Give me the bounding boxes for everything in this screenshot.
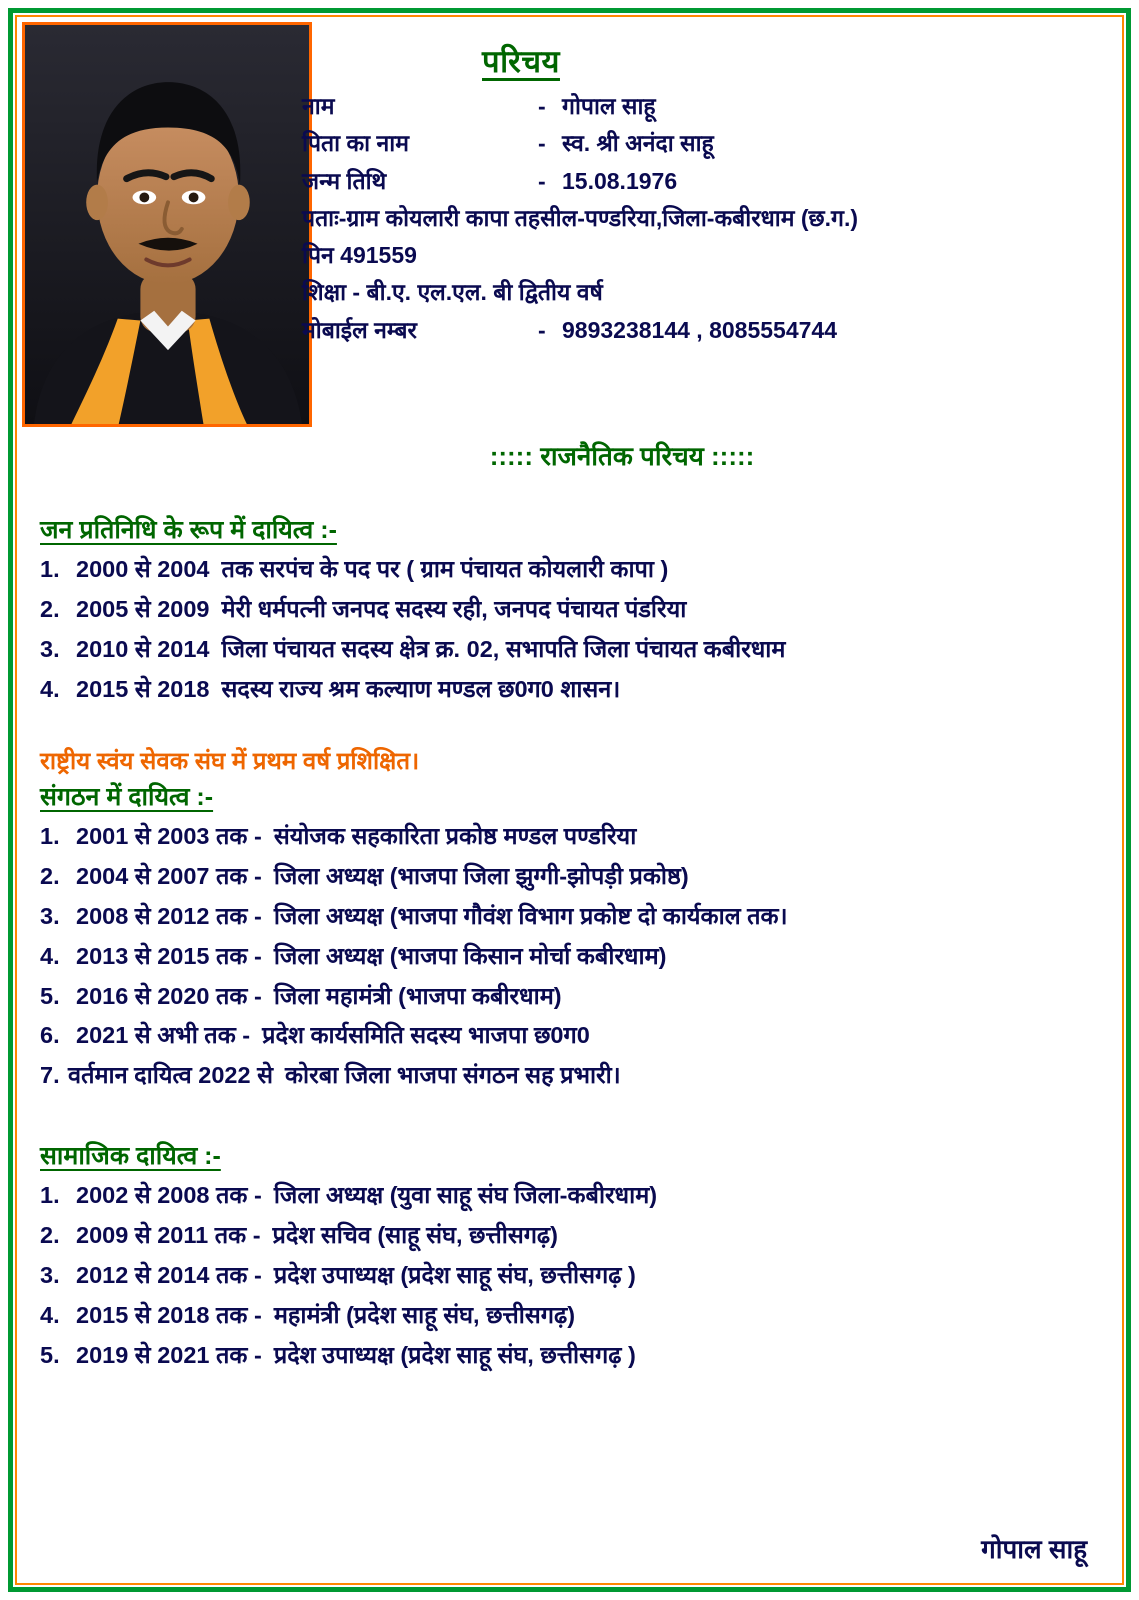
item-years: 2005 से 2009 — [76, 595, 210, 622]
item-number: 5. — [40, 1342, 60, 1369]
page-title: परिचय — [482, 44, 560, 79]
label-father-name: पिता का नाम — [302, 130, 409, 157]
item-number: 2. — [40, 862, 60, 889]
item-text: सदस्य राज्य श्रम कल्याण मण्डल छ0ग0 शासन। — [221, 675, 621, 702]
item-number: 3. — [40, 1262, 60, 1289]
item-number: 3. — [40, 635, 60, 662]
info-row-dob — [302, 163, 1117, 200]
list-item — [40, 1336, 1111, 1376]
list-item — [40, 897, 1111, 937]
item-years: 2016 से 2020 तक - — [76, 982, 262, 1009]
political-profile-heading: ::::: राजनैतिक परिचय ::::: — [489, 441, 755, 471]
section-public-representative — [40, 512, 1111, 710]
list-item — [40, 977, 1111, 1017]
list-item — [40, 630, 1111, 670]
item-text: संयोजक सहकारिता प्रकोष्ठ मण्डल पण्डरिया — [273, 822, 637, 849]
item-number: 1. — [40, 1182, 60, 1209]
item-years: 2010 से 2014 — [76, 635, 210, 662]
item-number: 4. — [40, 1302, 60, 1329]
section-heading-organisation: संगठन में दायित्व :- — [40, 782, 214, 811]
item-years: 2008 से 2012 तक - — [76, 902, 262, 929]
list-item — [40, 1176, 1111, 1216]
list-social — [40, 1176, 1111, 1376]
item-text: प्रदेश कार्यसमिति सदस्य भाजपा छ0ग0 — [262, 1022, 590, 1049]
item-number: 4. — [40, 675, 60, 702]
label-name: नाम — [302, 93, 335, 119]
dash-father-name: - — [538, 130, 546, 157]
item-text: जिला पंचायत सदस्य क्षेत्र क्र. 02, सभापति जिला पंचायत कबीरधाम — [221, 635, 786, 662]
value-name: गोपाल साहू — [562, 93, 656, 119]
item-number: 2. — [40, 595, 60, 622]
item-years: 2021 से अभी तक - — [76, 1022, 251, 1049]
item-text: तक सरपंच के पद पर ( ग्राम पंचायत कोयलारी कापा ) — [221, 556, 669, 582]
dash-name: - — [538, 93, 546, 119]
list-item — [40, 550, 1111, 590]
item-years: 2013 से 2015 तक - — [76, 942, 262, 969]
item-years: 2000 से 2004 — [76, 556, 210, 582]
pin-line: पिन 491559 — [302, 242, 417, 268]
item-text: जिला महामंत्री (भाजपा कबीरधाम) — [273, 982, 562, 1009]
item-years: वर्तमान दायित्व 2022 से — [68, 1062, 273, 1089]
item-years: 2004 से 2007 तक - — [76, 862, 262, 889]
section-social — [40, 1138, 1111, 1376]
list-public-representative — [40, 550, 1111, 710]
list-item — [40, 1256, 1111, 1296]
item-years: 2002 से 2008 तक - — [76, 1182, 262, 1209]
value-father-name: स्व. श्री अनंदा साहू — [562, 130, 714, 157]
label-dob: जन्म तिथि — [302, 167, 387, 194]
item-years: 2015 से 2018 तक - — [76, 1302, 262, 1329]
document-content — [22, 22, 1117, 1578]
item-text: जिला अध्यक्ष (भाजपा किसान मोर्चा कबीरधाम) — [273, 942, 667, 969]
item-number: 5. — [40, 982, 60, 1009]
item-number: 1. — [40, 556, 60, 582]
label-mobile: मोबाईल नम्बर — [302, 316, 417, 343]
item-years: 2019 से 2021 तक - — [76, 1342, 262, 1369]
item-years: 2001 से 2003 तक - — [76, 822, 262, 849]
list-item — [40, 1296, 1111, 1336]
list-item — [40, 857, 1111, 897]
list-item — [40, 937, 1111, 977]
item-text: जिला अध्यक्ष (भाजपा गौवंश विभाग प्रकोष्ट दो कार्यकाल तक। — [273, 902, 788, 929]
info-row-mobile — [302, 312, 1117, 349]
item-years: 2015 से 2018 — [76, 675, 210, 702]
dash-mobile: - — [538, 316, 546, 343]
item-text: प्रदेश उपाध्यक्ष (प्रदेश साहू संघ, छत्तीसगढ़ ) — [273, 1342, 636, 1369]
item-text: कोरबा जिला भाजपा संगठन सह प्रभारी। — [284, 1062, 621, 1089]
portrait-illustration — [25, 25, 309, 424]
document-body — [40, 512, 1111, 1376]
list-item — [40, 817, 1111, 857]
dash-dob: - — [538, 167, 546, 194]
spacer — [40, 710, 1111, 744]
item-text: प्रदेश सचिव (साहू संघ, छत्तीसगढ़) — [272, 1222, 558, 1249]
spacer — [40, 1096, 1111, 1138]
list-item — [40, 1056, 1111, 1096]
education-line: शिक्षा - बी.ए. एल.एल. बी द्वितीय वर्ष — [302, 279, 603, 306]
item-number: 1. — [40, 822, 60, 849]
list-organisation — [40, 817, 1111, 1097]
info-row-father-name — [302, 125, 1117, 162]
list-item — [40, 670, 1111, 710]
item-text: मेरी धर्मपत्नी जनपद सदस्य रही, जनपद पंचायत पंडरिया — [221, 595, 687, 622]
item-number: 6. — [40, 1022, 60, 1049]
info-row-name — [302, 88, 1117, 125]
item-text: जिला अध्यक्ष (भाजपा जिला झुग्गी-झोपड़ी प्रकोष्ठ) — [273, 862, 689, 889]
item-number: 4. — [40, 942, 60, 969]
portrait-photo — [22, 22, 312, 427]
item-text: जिला अध्यक्ष (युवा साहू संघ जिला-कबीरधाम) — [273, 1182, 658, 1209]
item-text: महामंत्री (प्रदेश साहू संघ, छत्तीसगढ़) — [273, 1302, 576, 1329]
item-text: प्रदेश उपाध्यक्ष (प्रदेश साहू संघ, छत्तीसगढ़ ) — [273, 1262, 636, 1289]
list-item — [40, 590, 1111, 630]
item-number: 2. — [40, 1222, 60, 1249]
list-item — [40, 1016, 1111, 1056]
item-years: 2009 से 2011 तक - — [76, 1222, 261, 1249]
personal-info-block — [302, 40, 1117, 349]
section-heading-public-representative: जन प्रतिनिधि के रूप में दायित्व :- — [40, 516, 337, 544]
section-heading-social: सामाजिक दायित्व :- — [40, 1142, 221, 1171]
item-number: 3. — [40, 902, 60, 929]
value-dob: 15.08.1976 — [562, 167, 678, 194]
list-item — [40, 1216, 1111, 1256]
rss-training-note: राष्ट्रीय स्वंय सेवक संघ में प्रथम वर्ष प्रशिक्षित। — [40, 747, 420, 775]
value-mobile: 9893238144 , 8085554744 — [562, 316, 838, 343]
item-years: 2012 से 2014 तक - — [76, 1262, 262, 1289]
item-number: 7. — [40, 1062, 60, 1089]
section-organisation — [40, 744, 1111, 1097]
signature-name: गोपाल साहू — [981, 1534, 1087, 1564]
address-line: पताः-ग्राम कोयलारी कापा तहसील-पण्डरिया,जिला-कबीरधाम (छ.ग.) — [302, 204, 859, 231]
